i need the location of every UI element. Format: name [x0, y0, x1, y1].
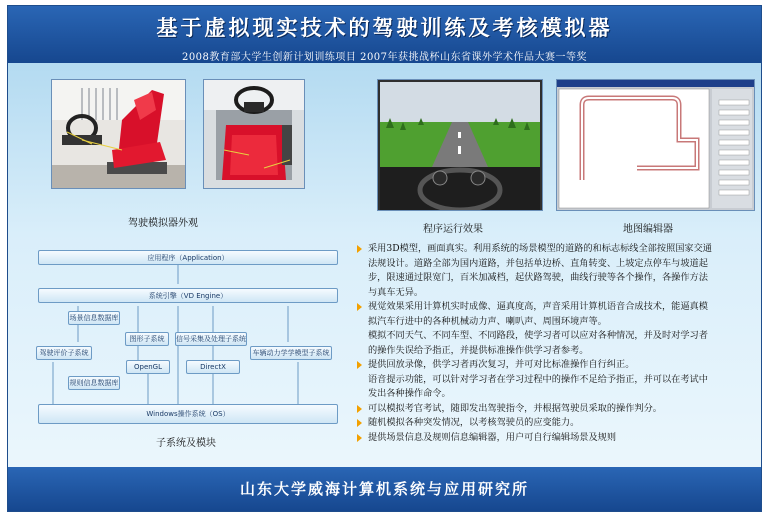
feature-item: 提供场景信息及规则信息编辑器，用户可自行编辑场景及规则	[356, 431, 751, 446]
poster-subtitle: 2008教育部大学生创新计划训练项目 2007年获挑战杯山东省课外学术作品大赛一等奖	[181, 52, 588, 63]
diagram-opengl: OpenGL	[126, 360, 170, 374]
caption-program: 程序运行效果	[423, 224, 483, 235]
feature-item: 可以模拟考官考试，随即发出驾驶指令，并根据驾驶员采取的操作判分。	[356, 402, 751, 417]
subsystem-diagram	[28, 242, 350, 432]
diagram-engine: 系统引擎（VD Engine）	[38, 288, 338, 303]
diagram-signal: 信号采集及处理子系统	[175, 332, 247, 346]
arrow-bullet-icon	[357, 405, 362, 413]
footer-banner	[8, 467, 761, 511]
arrow-bullet-icon	[357, 434, 362, 442]
arrow-bullet-icon	[357, 419, 362, 427]
diagram-rules-db: 规则信息数据库	[68, 376, 120, 390]
diagram-scene-db: 场景信息数据库	[68, 311, 120, 325]
caption-subsystems: 子系统及模块	[156, 438, 216, 449]
footer-institute: 山东大学威海计算机系统与应用研究所	[239, 480, 529, 498]
feature-list	[356, 242, 751, 445]
header-banner	[8, 6, 761, 63]
map-editor-screenshot	[556, 79, 755, 211]
diagram-application: 应用程序（Application）	[38, 250, 338, 265]
arrow-bullet-icon	[357, 361, 362, 369]
diagram-vehicle: 车辆动力学学模型子系统	[250, 346, 332, 360]
caption-map-editor: 地图编辑器	[623, 224, 673, 235]
diagram-evaluation: 驾驶评价子系统	[36, 346, 92, 360]
feature-item: 随机模拟各种突发情况，以考核驾驶员的应变能力。	[356, 416, 751, 431]
simulator-photo-side	[51, 79, 186, 189]
caption-simulator: 驾驶模拟器外观	[128, 218, 198, 229]
poster-title: 基于虚拟现实技术的驾驶训练及考核模拟器	[156, 15, 613, 40]
poster	[7, 5, 762, 512]
simulator-photo-front	[203, 79, 305, 189]
feature-item: 提供回放录像，供学习者再次复习，并可对比标准操作自行纠正。 语音提示功能，可以针对学习者在学习过程中的操作不足给予指正，并可以在考试中 发出各种操作命令。	[356, 358, 751, 402]
diagram-graphics: 图形子系统	[125, 332, 169, 346]
diagram-windows: Windows操作系统（OS）	[38, 404, 338, 424]
feature-item: 采用3D模型，画面真实。利用系统的场景模型的道路的和标志标线全部按照国家交通 法规设计。道路全部为国内道路，并包括单边桥、直角转变、上坡定点停车与坡道起 步，限速通过限宽门，百米加减档，起伏路驾驶，曲线行驶等各个操作，各操作方法 与真车无异。	[356, 242, 751, 300]
arrow-bullet-icon	[357, 245, 362, 253]
program-screenshot	[377, 79, 543, 211]
diagram-directx: DirectX	[186, 360, 240, 374]
feature-item: 视觉效果采用计算机实时成像、逼真度高，声音采用计算机语音合成技术，能逼真模 拟汽车行进中的各种机械动力声、喇叭声、周围环境声等。 模拟不同天气、不同车型、不同路段，使学习者可以应对各种情况，并及时对学习者 的操作失误给予指正，并提供标准操作供学习者参考。	[356, 300, 751, 358]
arrow-bullet-icon	[357, 303, 362, 311]
